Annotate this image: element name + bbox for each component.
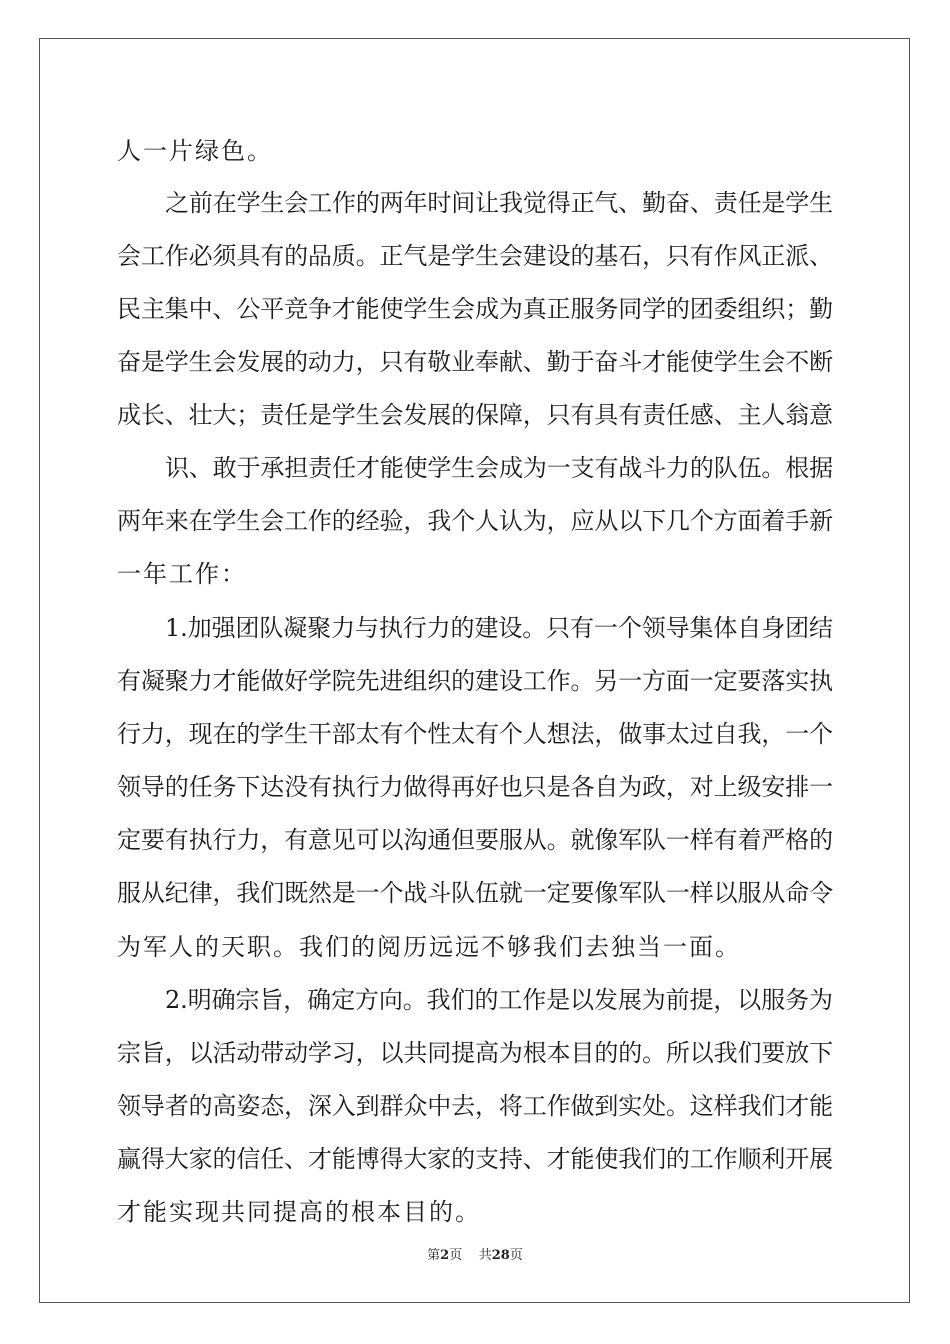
footer-total-number: 28 bbox=[491, 1248, 510, 1263]
paragraph-line: 为军人的天职。我们的阅历远远不够我们去独当一面。 bbox=[117, 933, 741, 961]
paragraph-line: 成长、壮大；责任是学生会发展的保障，只有具有责任感、主人翁意 bbox=[117, 401, 833, 429]
paragraph-line: 奋是学生会发展的动力，只有敬业奉献、勤于奋斗才能使学生会不断 bbox=[117, 348, 833, 376]
paragraph-line: 人一片绿色。 bbox=[117, 137, 273, 165]
paragraph-line: 领导的任务下达没有执行力做得再好也只是各自为政，对上级安排一 bbox=[117, 773, 833, 801]
paragraph-line: 之前在学生会工作的两年时间让我觉得正气、勤奋、责任是学生 bbox=[165, 189, 833, 217]
footer-total-suffix: 页 bbox=[509, 1248, 523, 1263]
page-footer bbox=[0, 1247, 950, 1265]
paragraph-line: 定要有执行力，有意见可以沟通但要服从。就像军队一样有着严格的 bbox=[117, 826, 833, 854]
footer-page-number: 2 bbox=[440, 1248, 450, 1263]
paragraph-line: 2.明确宗旨，确定方向。我们的工作是以发展为前提，以服务为 bbox=[165, 986, 833, 1014]
footer-page-prefix: 第 bbox=[427, 1248, 441, 1263]
paragraph-line: 领导者的高姿态，深入到群众中去，将工作做到实处。这样我们才能 bbox=[117, 1092, 833, 1120]
footer-total-prefix: 共 bbox=[478, 1248, 492, 1263]
paragraph-line: 行力，现在的学生干部太有个性太有个人想法，做事太过自我，一个 bbox=[117, 720, 833, 748]
paragraph-line: 识、敢于承担责任才能使学生会成为一支有战斗力的队伍。根据 bbox=[165, 454, 833, 482]
paragraph-line: 才能实现共同提高的根本目的。 bbox=[117, 1198, 481, 1226]
paragraph-line: 会工作必须具有的品质。正气是学生会建设的基石，只有作风正派、 bbox=[117, 242, 833, 270]
paragraph-line: 有凝聚力才能做好学院先进组织的建设工作。另一方面一定要落实执 bbox=[117, 667, 833, 695]
paragraph-line: 一年工作： bbox=[117, 560, 247, 588]
paragraph-line: 1.加强团队凝聚力与执行力的建设。只有一个领导集体自身团结 bbox=[165, 614, 833, 642]
paragraph-line: 民主集中、公平竞争才能使学生会成为真正服务同学的团委组织；勤 bbox=[117, 295, 833, 323]
paragraph-line: 服从纪律，我们既然是一个战斗队伍就一定要像军队一样以服从命令 bbox=[117, 879, 833, 907]
paragraph-line: 赢得大家的信任、才能博得大家的支持、才能使我们的工作顺利开展 bbox=[117, 1145, 833, 1173]
footer-page-suffix: 页 bbox=[449, 1248, 463, 1263]
paragraph-line: 宗旨，以活动带动学习，以共同提高为根本目的的。所以我们要放下 bbox=[117, 1039, 833, 1067]
paragraph-line: 两年来在学生会工作的经验，我个人认为，应从以下几个方面着手新 bbox=[117, 507, 833, 535]
